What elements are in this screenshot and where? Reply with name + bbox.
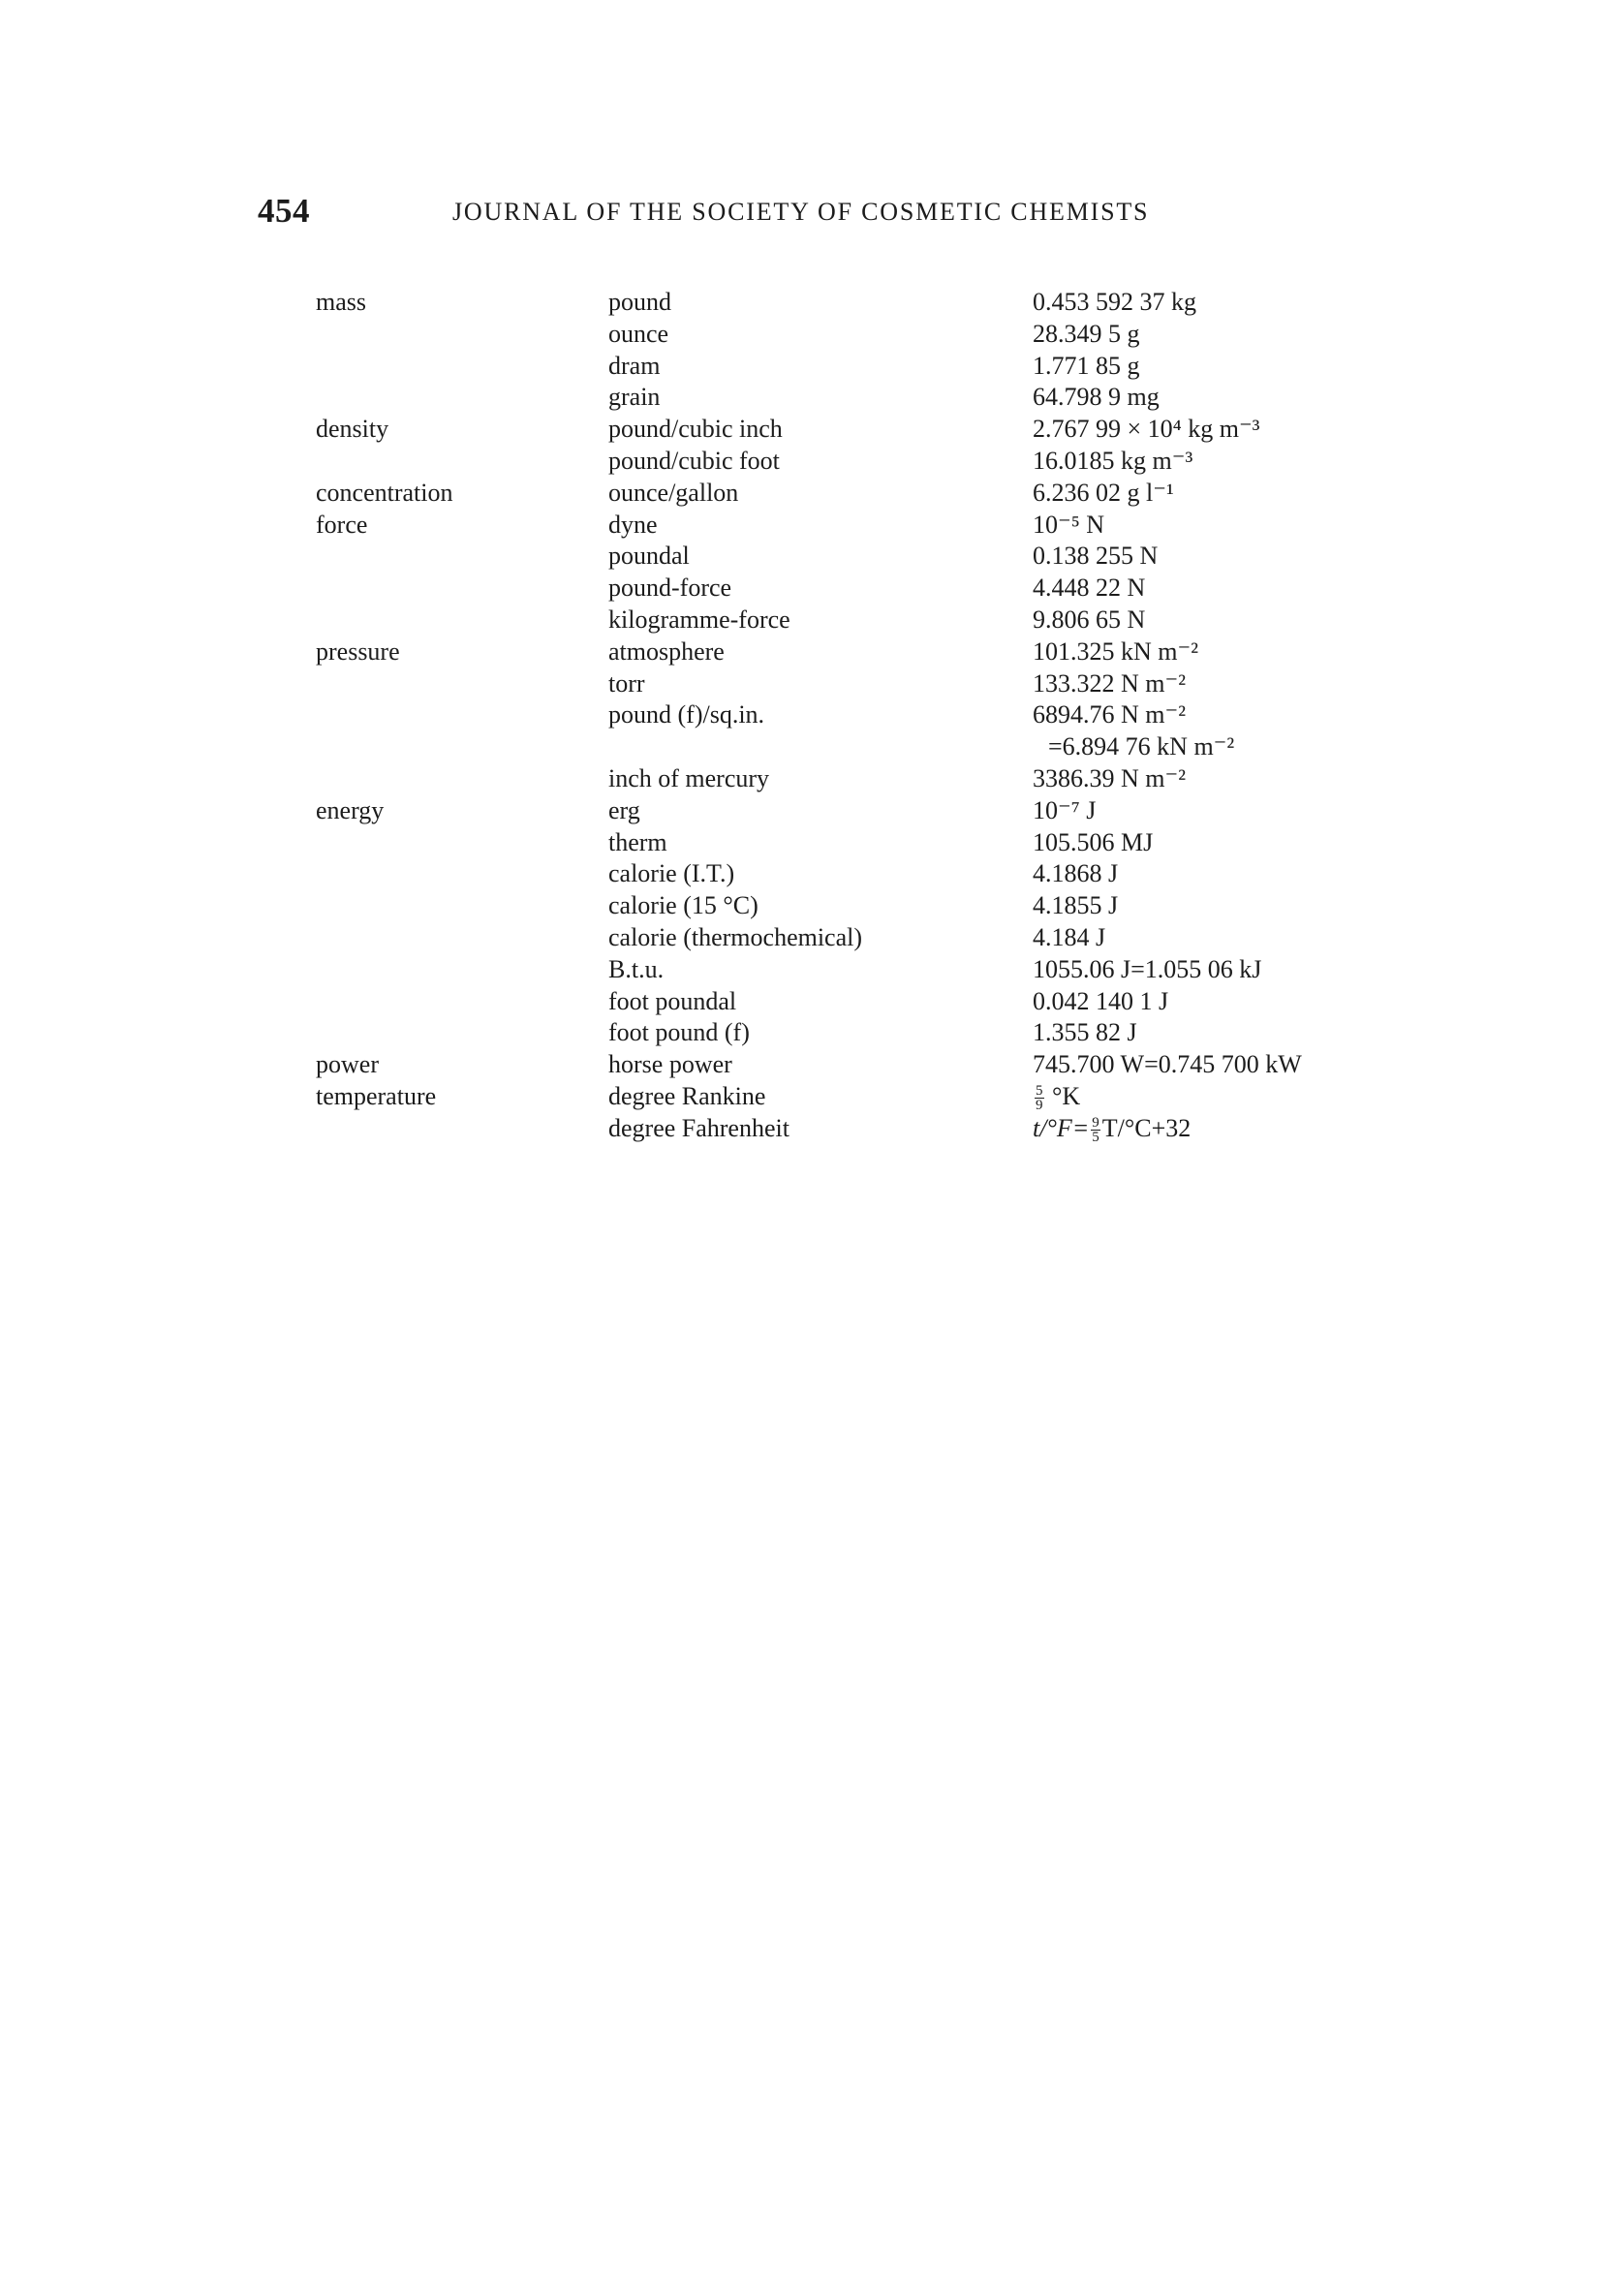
fahrenheit-rhs: T/°C+32 — [1101, 1113, 1192, 1142]
unit-cell: calorie (15 °C) — [608, 891, 759, 920]
value-cell — [1033, 636, 1440, 668]
value-text: 64.798 9 mg — [1033, 383, 1160, 412]
unit-cell: ounce — [608, 319, 669, 348]
value-text: 1055.06 J=1.055 06 kJ — [1033, 954, 1262, 983]
table-row — [316, 922, 1440, 954]
value-cell — [1033, 890, 1440, 922]
value-text: 10⁻⁷ J — [1033, 795, 1097, 824]
quantity-cell — [316, 668, 608, 700]
unit-cell: dyne — [608, 510, 658, 539]
value-cell — [1033, 954, 1440, 986]
value-cell — [1033, 541, 1440, 573]
quantity-cell — [316, 731, 608, 763]
unit-cell: foot poundal — [608, 986, 737, 1015]
value-text: 28.349 5 g — [1033, 319, 1140, 348]
value-text: 105.506 MJ — [1033, 827, 1154, 856]
unit-cell: pound/cubic foot — [608, 446, 780, 475]
quantity-cell: pressure — [316, 636, 400, 666]
table-row — [316, 605, 1440, 636]
quantity-cell: density — [316, 415, 389, 444]
quantity-cell — [316, 319, 608, 351]
quantity-cell — [316, 858, 608, 890]
value-cell — [1033, 795, 1440, 827]
value-cell — [1033, 922, 1440, 954]
value-cell — [1033, 319, 1440, 351]
value-cell — [1033, 382, 1440, 414]
table-row — [316, 1049, 1440, 1081]
value-cell — [1033, 858, 1440, 890]
value-text: 16.0185 kg m⁻³ — [1033, 446, 1193, 475]
quantity-cell: mass — [316, 288, 366, 316]
value-cell — [1033, 986, 1440, 1018]
unit-cell: degree Fahrenheit — [608, 1113, 790, 1142]
table-row — [316, 541, 1440, 573]
fahrenheit-lhs: t/°F= — [1033, 1113, 1090, 1142]
value-text: 4.184 J — [1033, 922, 1106, 951]
value-text: 0.453 592 37 kg — [1033, 288, 1196, 316]
unit-cell: pound (f)/sq.in. — [608, 700, 765, 729]
value-text: 10⁻⁵ N — [1033, 510, 1105, 539]
table-row — [316, 954, 1440, 986]
journal-title: JOURNAL OF THE SOCIETY OF COSMETIC CHEMISTS — [452, 198, 1150, 226]
value-cell — [1033, 446, 1440, 478]
value-cell — [1033, 731, 1440, 763]
unit-cell: erg — [608, 795, 640, 824]
unit-cell — [608, 731, 1033, 763]
rankine-unit: °K — [1045, 1081, 1081, 1110]
value-text: 4.1868 J — [1033, 859, 1119, 888]
table-row — [316, 573, 1440, 605]
unit-cell: pound/cubic inch — [608, 415, 783, 444]
table-row — [316, 319, 1440, 351]
quantity-cell — [316, 954, 608, 986]
unit-cell: grain — [608, 383, 661, 412]
table-row — [316, 636, 1440, 668]
quantity-cell: force — [316, 510, 368, 539]
value-text: 133.322 N m⁻² — [1033, 668, 1187, 698]
value-text: 9.806 65 N — [1033, 605, 1146, 634]
table-row — [316, 510, 1440, 542]
unit-cell: degree Rankine — [608, 1081, 766, 1110]
table-row — [316, 890, 1440, 922]
table-row — [316, 986, 1440, 1018]
value-text: =6.894 76 kN m⁻² — [1048, 732, 1235, 761]
table-row — [316, 478, 1440, 510]
table-row — [316, 763, 1440, 795]
value-text: 101.325 kN m⁻² — [1033, 636, 1199, 666]
value-cell — [1033, 1081, 1440, 1113]
unit-cell: torr — [608, 668, 645, 698]
value-text: 0.042 140 1 J — [1033, 986, 1169, 1015]
page-header — [258, 192, 1226, 234]
fraction — [1091, 1116, 1100, 1144]
value-text: 1.771 85 g — [1033, 351, 1140, 380]
table-row — [316, 1081, 1440, 1113]
value-text: 3386.39 N m⁻² — [1033, 763, 1187, 792]
unit-cell: dram — [608, 351, 661, 380]
quantity-cell — [316, 573, 608, 605]
quantity-cell — [316, 351, 608, 383]
fraction-denominator: 5 — [1092, 1130, 1099, 1146]
value-text: 1.355 82 J — [1033, 1018, 1137, 1047]
value-cell — [1033, 763, 1440, 795]
quantity-cell: temperature — [316, 1081, 437, 1110]
unit-cell: ounce/gallon — [608, 478, 739, 507]
quantity-cell: concentration — [316, 478, 453, 507]
unit-conversion-table — [316, 287, 1440, 1145]
fraction — [1035, 1084, 1044, 1112]
quantity-cell — [316, 699, 608, 731]
value-cell — [1033, 668, 1440, 700]
quantity-cell — [316, 986, 608, 1018]
conversion-rows — [316, 287, 1440, 1145]
value-text: 4.448 22 N — [1033, 574, 1146, 603]
unit-cell: kilogramme-force — [608, 605, 790, 634]
table-row — [316, 382, 1440, 414]
table-row — [316, 414, 1440, 446]
unit-cell: pound-force — [608, 574, 732, 603]
quantity-cell — [316, 827, 608, 859]
quantity-cell — [316, 605, 608, 636]
value-cell — [1033, 827, 1440, 859]
table-row — [316, 1113, 1440, 1145]
quantity-cell: energy — [316, 795, 385, 824]
value-cell — [1033, 573, 1440, 605]
table-row — [316, 1017, 1440, 1049]
unit-cell: calorie (thermochemical) — [608, 922, 863, 951]
value-cell — [1033, 1113, 1440, 1145]
table-row — [316, 795, 1440, 827]
unit-cell: therm — [608, 827, 667, 856]
table-row — [316, 699, 1440, 731]
fraction-denominator: 9 — [1036, 1098, 1043, 1114]
quantity-cell — [316, 890, 608, 922]
quantity-cell — [316, 763, 608, 795]
quantity-cell — [316, 1017, 608, 1049]
value-text: 4.1855 J — [1033, 891, 1119, 920]
value-cell — [1033, 351, 1440, 383]
unit-cell: B.t.u. — [608, 954, 665, 983]
value-text: 6.236 02 g l⁻¹ — [1033, 478, 1174, 507]
value-cell — [1033, 287, 1440, 319]
value-text: 6894.76 N m⁻² — [1033, 700, 1187, 729]
fraction-numerator: 9 — [1092, 1115, 1099, 1132]
unit-cell: horse power — [608, 1050, 732, 1079]
table-row — [316, 446, 1440, 478]
quantity-cell — [316, 446, 608, 478]
table-row — [316, 827, 1440, 859]
table-row — [316, 351, 1440, 383]
quantity-cell — [316, 922, 608, 954]
unit-cell: foot pound (f) — [608, 1018, 750, 1047]
value-text: 2.767 99 × 10⁴ kg m⁻³ — [1033, 415, 1260, 444]
table-row — [316, 287, 1440, 319]
unit-cell: calorie (I.T.) — [608, 859, 735, 888]
quantity-cell — [316, 541, 608, 573]
unit-cell: atmosphere — [608, 636, 725, 666]
value-text: 745.700 W=0.745 700 kW — [1033, 1050, 1302, 1079]
value-cell — [1033, 414, 1440, 446]
value-cell — [1033, 699, 1440, 731]
quantity-cell — [316, 382, 608, 414]
table-row — [316, 668, 1440, 700]
unit-cell: pound — [608, 288, 671, 316]
quantity-cell — [316, 1113, 608, 1145]
table-row — [316, 731, 1440, 763]
value-text: 0.138 255 N — [1033, 542, 1159, 571]
page-number: 454 — [258, 192, 310, 230]
value-cell — [1033, 605, 1440, 636]
unit-cell: poundal — [608, 542, 690, 571]
value-cell — [1033, 1017, 1440, 1049]
value-cell — [1033, 1049, 1440, 1081]
value-cell — [1033, 478, 1440, 510]
table-row — [316, 858, 1440, 890]
fraction-numerator: 5 — [1036, 1083, 1043, 1100]
unit-cell: inch of mercury — [608, 763, 770, 792]
value-cell — [1033, 510, 1440, 542]
quantity-cell: power — [316, 1050, 379, 1079]
